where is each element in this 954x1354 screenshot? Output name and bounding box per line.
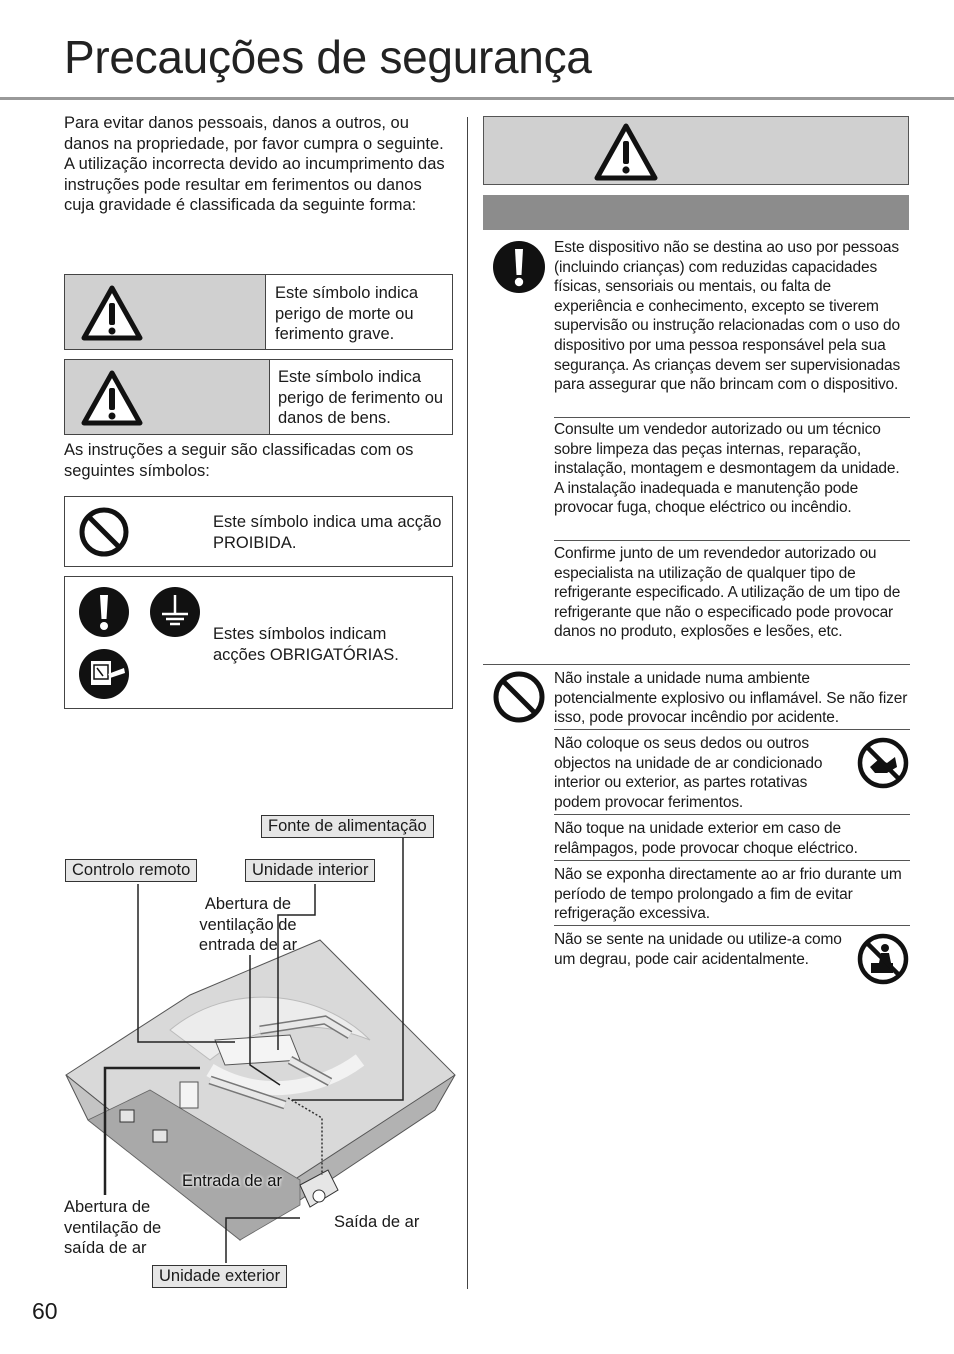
prohibited-item-2: Não coloque os seus dedos ou outros objectos na unidade de ar condicionado interior ou exterior, as partes rotativas podem provocar ferimentos. xyxy=(554,735,823,811)
prohibited-item-5: Não se sente na unidade ou utilize-a como um degrau, pode cair acidentalmente. xyxy=(554,931,842,968)
prohibited-item-1: Não instale a unidade numa ambiente potencialmente explosivo ou inflamável. Se não fizer isso, pode provocar incêndio por acidente. xyxy=(554,670,908,727)
classification-text: As instruções a seguir são classificadas com os seguintes símbolos: xyxy=(64,441,414,480)
mandatory-item-2: Consulte um vendedor autorizado ou um técnico sobre limpeza das peças internas, reparação, instalação, montagem e desmontagem da unidade. A instalação inadequada e manutenção pode provocar fuga, choque eléctrico ou incêndio. xyxy=(554,421,900,517)
item-divider xyxy=(554,417,910,418)
page-title: Precauções de segurança xyxy=(64,31,592,83)
warning-triangle-icon xyxy=(81,285,143,341)
severity-box-caution xyxy=(64,359,453,435)
mandatory-item-3: Confirme junto de um revendedor autorizado ou especialista na utilização de qualquer tipo de refrigerante especificado. A utilização de um tipo de refrigerante que não o especificado pode provocar danos no produto, explosões e lesões, etc. xyxy=(554,545,901,641)
severity-text-caution: Este símbolo indica perigo de ferimento ou danos de bens. xyxy=(278,368,444,428)
label-fonte-alimentacao: Fonte de alimentação xyxy=(261,815,434,838)
no-sitting-icon xyxy=(857,933,909,985)
item-divider xyxy=(554,860,910,861)
mandatory-symbol-box xyxy=(64,576,453,709)
label-controlo-remoto: Controlo remoto xyxy=(65,859,197,882)
mandatory-item-1: Este dispositivo não se destina ao uso por pessoas (incluindo crianças) com reduzidas capacidades físicas, sensoriais ou mentais, ou falta de experiência e conhecimento, excepto se tiverem supervisão ou instrução relacionadas com o uso do dispositivo por uma pessoa responsável pela sua segurança. As crianças devem ser supervisionadas para assegurar que não brincam com o dispositivo. xyxy=(554,239,901,394)
title-divider xyxy=(0,97,954,100)
item-divider xyxy=(554,729,910,730)
prohibition-icon xyxy=(78,506,130,558)
warning-triangle-icon xyxy=(594,123,658,181)
label-unidade-exterior: Unidade exterior xyxy=(152,1265,287,1288)
intro-paragraph-1: Para evitar danos pessoais, danos a outros, ou danos na propriedade, por favor cumpra o seguinte. xyxy=(64,114,444,153)
prohibition-icon xyxy=(492,670,546,724)
column-divider xyxy=(467,117,468,1289)
label-unidade-interior: Unidade interior xyxy=(245,859,375,882)
unplug-icon xyxy=(78,648,130,700)
warning-subheader-bar xyxy=(483,195,909,230)
item-divider xyxy=(554,814,910,815)
exclamation-icon xyxy=(78,586,130,638)
intro-paragraph-2: A utilização incorrecta devido ao incumprimento das instruções pode resultar em ferimentos ou danos cuja gravidade é classificada da seguinte forma: xyxy=(64,155,445,215)
label-abertura-saida: Abertura de ventilação de saída de ar xyxy=(64,1198,162,1258)
label-saida-de-ar: Saída de ar xyxy=(334,1213,420,1231)
item-divider xyxy=(554,540,910,541)
warning-banner xyxy=(483,116,909,185)
prohibited-symbol-text: Este símbolo indica uma acção PROIBIDA. xyxy=(213,513,442,552)
page-number: 60 xyxy=(32,1298,58,1324)
ground-icon xyxy=(149,586,201,638)
prohibited-item-3: Não toque na unidade exterior em caso de relâmpagos, pode provocar choque eléctrico. xyxy=(554,820,858,857)
no-fingers-icon xyxy=(857,737,909,789)
severity-box-warning xyxy=(64,274,453,350)
exclamation-icon xyxy=(492,240,546,294)
caution-triangle-icon xyxy=(81,370,143,426)
severity-text-warning: Este símbolo indica perigo de morte ou ferimento grave. xyxy=(275,284,419,344)
label-entrada-de-ar: Entrada de ar xyxy=(182,1172,282,1190)
prohibited-item-4: Não se exponha directamente ao ar frio durante um período de tempo prolongado a fim de evitar refrigeração excessiva. xyxy=(554,866,902,923)
prohibited-symbol-box xyxy=(64,496,453,567)
label-abertura-entrada: Abertura de ventilação de entrada de ar xyxy=(198,895,298,955)
intro-text xyxy=(64,113,456,216)
mandatory-symbol-text: Estes símbolos indicam acções OBRIGATÓRIAS. xyxy=(213,625,399,664)
severity-symbol-cell xyxy=(65,360,270,434)
item-divider xyxy=(554,925,910,926)
section-divider xyxy=(483,664,910,665)
severity-symbol-cell xyxy=(65,275,266,349)
